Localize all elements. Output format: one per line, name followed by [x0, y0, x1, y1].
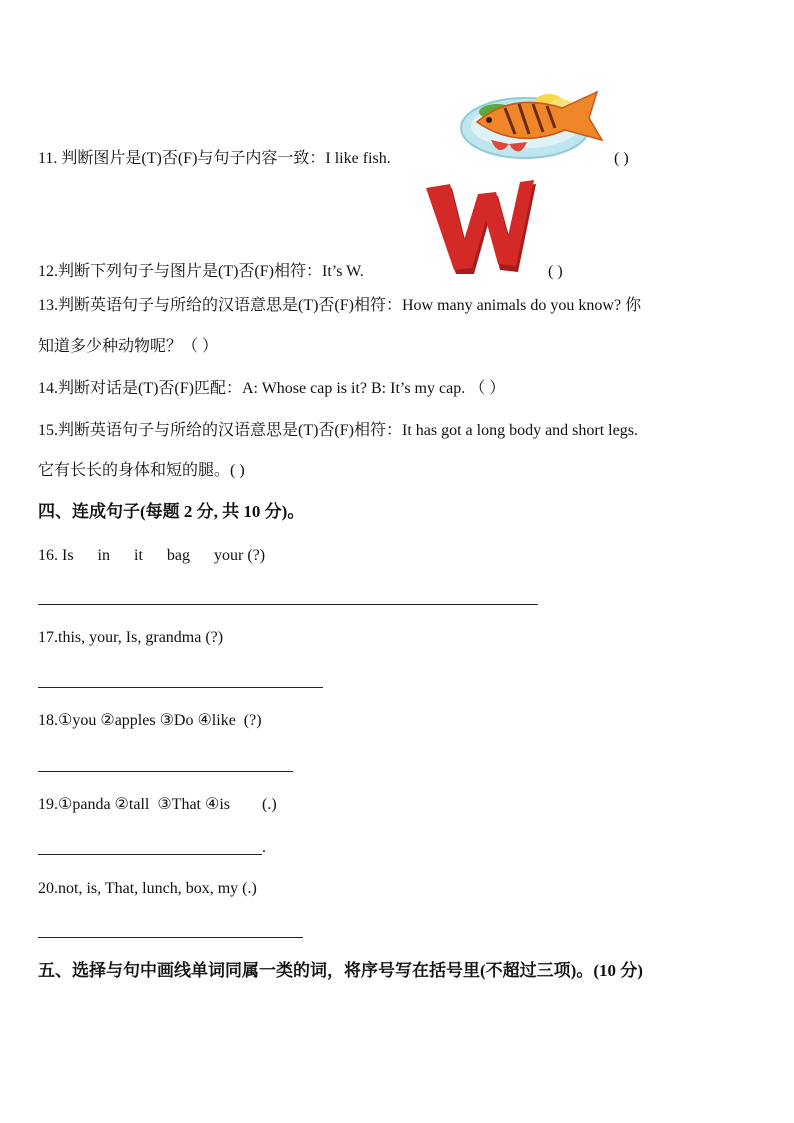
answer-line-19-period: .: [262, 839, 266, 856]
question-17: 17.this, your, Is, grandma (?): [38, 629, 224, 646]
question-12-answer-paren[interactable]: ( ): [548, 263, 563, 280]
answer-line-20[interactable]: [38, 937, 303, 938]
section-4-title: 四、连成句子(每题 2 分, 共 10 分)。: [38, 502, 305, 521]
question-12-text: 12.判断下列句子与图片是(T)否(F)相符：It’s W.: [38, 263, 364, 280]
answer-line-17[interactable]: [38, 687, 323, 688]
question-16: 16. Is in it bag your (?): [38, 547, 266, 564]
answer-line-18[interactable]: [38, 771, 293, 772]
letter-w-image: [426, 178, 538, 278]
answer-line-19[interactable]: [38, 854, 262, 855]
question-19: 19.①panda ②tall ③That ④is (.): [38, 796, 277, 813]
question-14: 14.判断对话是(T)否(F)匹配：A: Whose cap is it? B: It’s my cap. （ ）: [38, 380, 506, 397]
section-5-title: 五、选择与句中画线单词同属一类的词，将序号写在括号里(不超过三项)。(10 分): [38, 961, 643, 980]
question-13-line2: 知道多少种动物呢？（ ）: [38, 338, 219, 355]
question-13-line1: 13.判断英语句子与所给的汉语意思是(T)否(F)相符：How many animals do you know? 你: [38, 297, 642, 314]
question-12: [38, 262, 364, 282]
question-11-text: 11. 判断图片是(T)否(F)与句子内容一致：I like fish.: [38, 150, 391, 167]
fish-image: [457, 82, 607, 164]
answer-line-16[interactable]: [38, 604, 538, 605]
question-15-line2: 它有长长的身体和短的腿。( ): [38, 462, 245, 479]
question-15-line1: 15.判断英语句子与所给的汉语意思是(T)否(F)相符：It has got a long body and short legs.: [38, 422, 638, 439]
question-18: 18.①you ②apples ③Do ④like (?): [38, 712, 262, 729]
question-11-answer-paren[interactable]: ( ): [614, 150, 629, 167]
question-20: 20.not, is, That, lunch, box, my (.): [38, 880, 257, 897]
question-11: [38, 149, 391, 169]
